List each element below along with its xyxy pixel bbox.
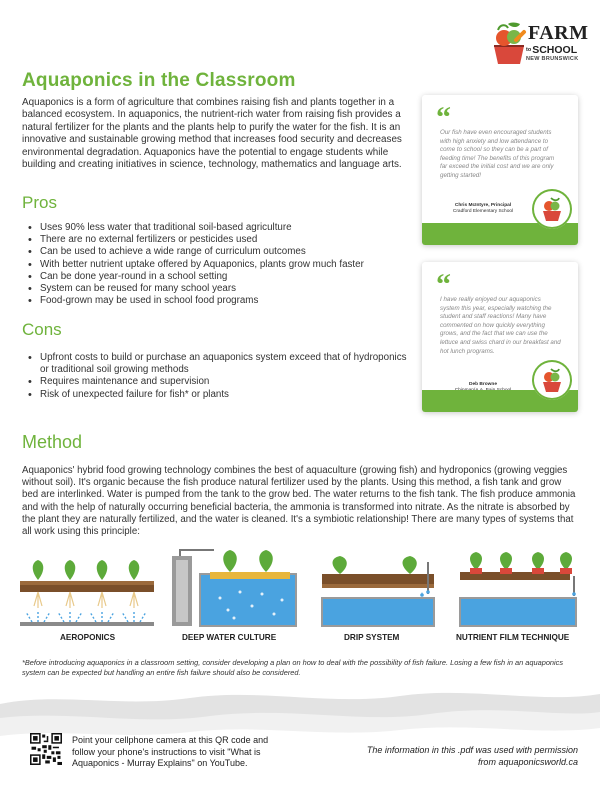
testimonial-text: Our fish have even encouraged students with high anxiety and low attendance to come to school so they can be a part of feeding time! The benefits of this program far exceed the initial cost and we are only getting started! bbox=[440, 129, 555, 179]
logo-school-word: SCHOOL bbox=[532, 44, 578, 56]
pros-item: • With better nutrient uptake offered by Aquaponics, plants grow much faster bbox=[28, 259, 412, 271]
farm-to-school-badge-icon bbox=[532, 189, 572, 229]
page-title: Aquaponics in the Classroom bbox=[22, 70, 296, 91]
pros-item: • Can be used to achieve a wide range of curriculum outcomes bbox=[28, 246, 412, 258]
testimonial-name: Deb Browne bbox=[469, 382, 497, 387]
testimonial-card bbox=[422, 95, 578, 245]
produce-basket-icon bbox=[490, 20, 528, 66]
method-paragraph: Aquaponics' hybrid food growing technology combines the best of aquaculture (growing fish) and hydroponics (growing veggies without soil). It's organic because the fish produce natural fertilizer used by the plants. Using this method, a fish tank and grow bed are interlinked. Water is pumped from the tank to the grow bed. The water returns to the fish tank. The fish produce ammonia and with the help of naturally occurring beneficial bacteria, the ammonia is transformed into nitrate. As the nitrate is absorbed by the plant they are naturally fertilized, and the water is cleaned. It's a symbiotic relationship! There are many types of systems that all work using this principle: bbox=[22, 465, 576, 538]
logo-farm-text: FARM bbox=[528, 22, 589, 44]
quote-mark-icon: “ bbox=[436, 268, 451, 301]
nutrient-film-technique-diagram bbox=[454, 548, 582, 630]
pros-item: • Uses 90% less water that traditional soil-based agriculture bbox=[28, 222, 412, 234]
logo-region-text: NEW BRUNSWICK bbox=[526, 56, 579, 62]
cons-item: • Risk of unexpected failure for fish* or plants bbox=[28, 389, 412, 401]
nutrient-film-technique-label: NUTRIENT FILM TECHNIQUE bbox=[456, 633, 570, 642]
youtube-qr-code[interactable] bbox=[30, 733, 62, 765]
pros-list bbox=[28, 222, 412, 307]
intro-paragraph: Aquaponics is a form of agriculture that combines raising fish and plants together in a balanced ecosystem. In aquaponics, the nutrient-rich water from raising fish provides a natural fertilizer for the plants and the plants help to purify the water for the fish. It is an innovative and sustainable growing method that increases food security and decreases environmental degradation. Aquaponics have the potential to engage students while building and creating initiatives in science, technology, mathematics and language arts. bbox=[22, 97, 402, 171]
permission-credit: The information in this .pdf was used with permission from aquaponicsworld.ca bbox=[366, 745, 578, 767]
drip-system-diagram bbox=[318, 548, 438, 630]
deep-water-culture-diagram bbox=[170, 548, 300, 630]
farm-to-school-badge-icon bbox=[532, 360, 572, 400]
testimonial-author bbox=[422, 203, 544, 215]
cons-list bbox=[28, 352, 412, 401]
farm-to-school-logo bbox=[490, 18, 589, 74]
testimonial-org: Cradford Elementary School bbox=[452, 209, 514, 214]
pros-item: • Can be done year-round in a school setting bbox=[28, 271, 412, 283]
testimonial-name: Chris McIntyre, Principal bbox=[454, 203, 512, 208]
pros-item: • Food-grown may be used in school food programs bbox=[28, 295, 412, 307]
aeroponics-diagram bbox=[18, 548, 158, 630]
logo-to-text: to bbox=[526, 47, 532, 54]
testimonial-text: I have really enjoyed our aquaponics system this year, especially watching the student and staff reactions! Many have commented on how quickly everything grows, and the fact that we can use the lettuce and swiss chard in our breakfast and hot lunch programs. bbox=[440, 296, 561, 355]
logo-school-text bbox=[526, 44, 577, 56]
pros-heading: Pros bbox=[22, 193, 57, 212]
pros-item: • System can be reused for many school years bbox=[28, 283, 412, 295]
fish-failure-footnote: *Before introducing aquaponics in a classroom setting, consider developing a plan on how to deal with the possibility of fish failure. Losing a few fish in an aquaponics system can be expected but handling an entire fish failure should also be considered. bbox=[22, 658, 564, 677]
deep-water-culture-label: DEEP WATER CULTURE bbox=[182, 633, 277, 642]
system-diagrams bbox=[18, 548, 584, 640]
testimonial-card bbox=[422, 262, 578, 412]
qr-instructions: Point your cellphone camera at this QR code and follow your phone's instructions to visit "What is Aquaponics - Murray Explains" on YouTube. bbox=[72, 735, 269, 768]
cons-item: • Requires maintenance and supervision bbox=[28, 376, 412, 388]
method-heading: Method bbox=[22, 432, 83, 452]
cons-heading: Cons bbox=[22, 320, 62, 339]
cons-item: • Upfront costs to build or purchase an aquaponics system exceed that of hydroponics or traditional soil growing methods bbox=[28, 352, 412, 376]
aeroponics-label: AEROPONICS bbox=[60, 633, 116, 642]
quote-mark-icon: “ bbox=[436, 101, 451, 134]
drip-system-label: DRIP SYSTEM bbox=[344, 633, 400, 642]
pros-item: • There are no external fertilizers or pesticides used bbox=[28, 234, 412, 246]
